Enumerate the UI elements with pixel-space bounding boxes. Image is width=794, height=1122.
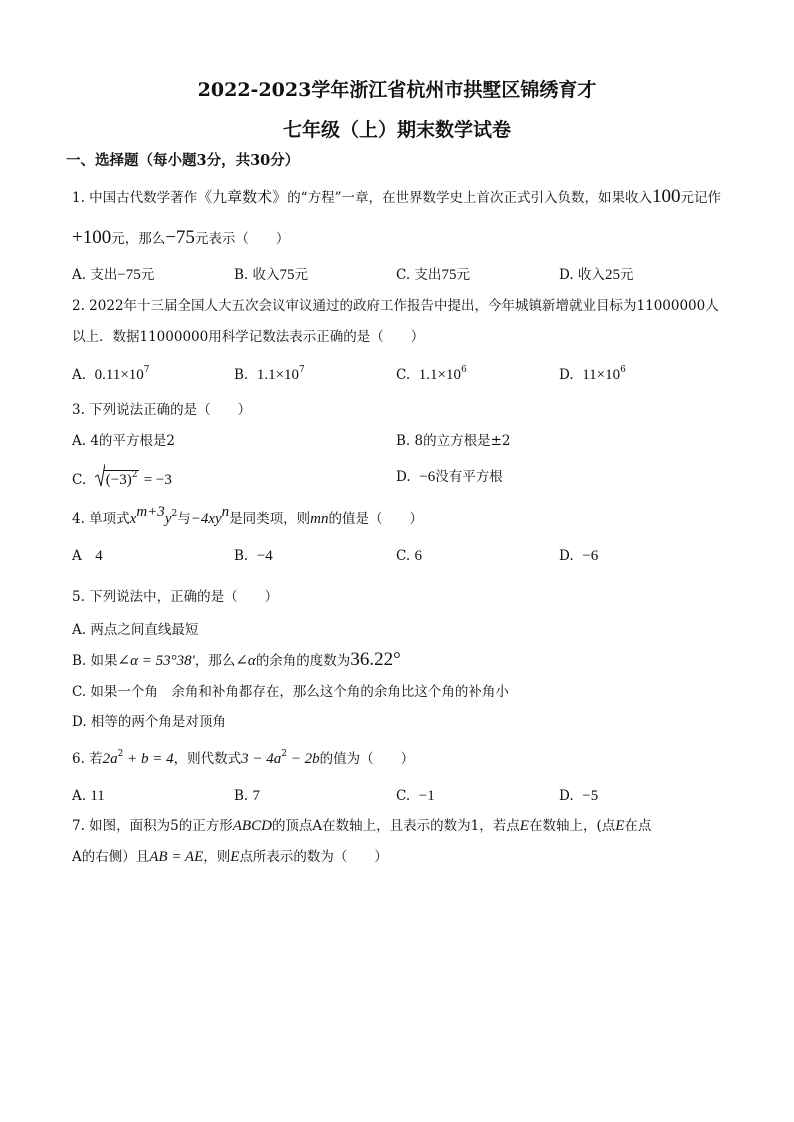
question-3-option-b[interactable]: B. 8的立方根是±2: [396, 433, 511, 449]
question-7-line1: 7. 如图，面积为5的正方形ABCD的顶点A在数轴上，且表示的数为1，若点E在数轴上，(点E在点: [72, 818, 652, 834]
question-5-option-c[interactable]: C. 如果一个角 余角和补角都存在，那么这个角的余角比这个角的补角小: [72, 684, 509, 700]
question-5-option-b[interactable]: B. 如果∠α = 53°38′，那么∠α的余角的度数为36.22°: [72, 649, 401, 670]
question-1-option-d[interactable]: D. 收入25元: [559, 267, 634, 283]
question-2-option-a[interactable]: A. $0.11\times 10^7$: [72, 365, 150, 383]
question-4-stem: 4. 单项式$x^{m+3}y^2$与$-4xy^n$是同类项，则mn的值是（ ）: [72, 504, 423, 527]
question-6-stem: 6. 若$2a^2 + b = 4$，则代数式$3 - 4a^2 - 2b$的值为（ ）: [72, 749, 415, 767]
question-4-option-b[interactable]: B. −4: [234, 548, 273, 564]
section-heading: 一、选择题（每小题3分，共30分）: [66, 152, 300, 169]
question-4-option-c[interactable]: C. 6: [396, 548, 422, 564]
question-2-option-b[interactable]: B. $1.1\times 10^7$: [234, 365, 305, 383]
question-5-option-d[interactable]: D. 相等的两个角是对顶角: [72, 714, 226, 730]
question-1-line2: +100元，那么−75元表示（ ）: [72, 227, 290, 248]
square-root-expression: $(-3)^2$: [95, 468, 140, 489]
exam-title-line1: 2022-2023学年浙江省杭州市拱墅区锦绣育才: [197, 79, 597, 101]
question-3-option-a[interactable]: A. 4的平方根是2: [72, 433, 176, 449]
question-3-stem: 3. 下列说法正确的是（ ）: [72, 402, 252, 418]
question-6-option-c[interactable]: C. −1: [396, 788, 435, 804]
question-3-option-d[interactable]: D. −6没有平方根: [396, 469, 503, 485]
question-1-option-b[interactable]: B. 收入75元: [234, 267, 309, 283]
question-5-option-a[interactable]: A. 两点之间直线最短: [72, 622, 199, 638]
question-7-line2: A的右侧）且AB = AE，则E点所表示的数为（ ）: [72, 849, 388, 865]
question-3-option-c[interactable]: C. $(-3)^2 = -3$: [72, 468, 172, 489]
question-2-line1: 2. 2022年十三届全国人大五次会议审议通过的政府工作报告中提出，今年城镇新增就业目标为11000000人: [72, 298, 719, 314]
question-6-option-d[interactable]: D. −5: [559, 788, 599, 804]
question-6-option-b[interactable]: B. 7: [234, 788, 261, 804]
question-4-option-a[interactable]: A 4: [72, 548, 103, 564]
question-5-stem: 5. 下列说法中，正确的是（ ）: [72, 589, 279, 605]
question-1-line1: 1. 中国古代数学著作《九章数术》的“方程”一章，在世界数学史上首次正式引入负数，如果收入100元记作: [72, 186, 721, 207]
exam-title-line2: 七年级（上）期末数学试卷: [282, 119, 511, 141]
question-1-option-c[interactable]: C. 支出75元: [396, 267, 470, 283]
question-2-option-d[interactable]: D. $11\times 10^6$: [559, 365, 626, 383]
question-2-line2: 以上．数据11000000用科学记数法表示正确的是（ ）: [72, 329, 425, 345]
question-4-option-d[interactable]: D. −6: [559, 548, 599, 564]
question-6-option-a[interactable]: A. 11: [72, 788, 105, 804]
question-1-option-a[interactable]: A. 支出−75元: [72, 267, 155, 283]
question-2-option-c[interactable]: C. $1.1\times 10^6$: [396, 365, 467, 383]
